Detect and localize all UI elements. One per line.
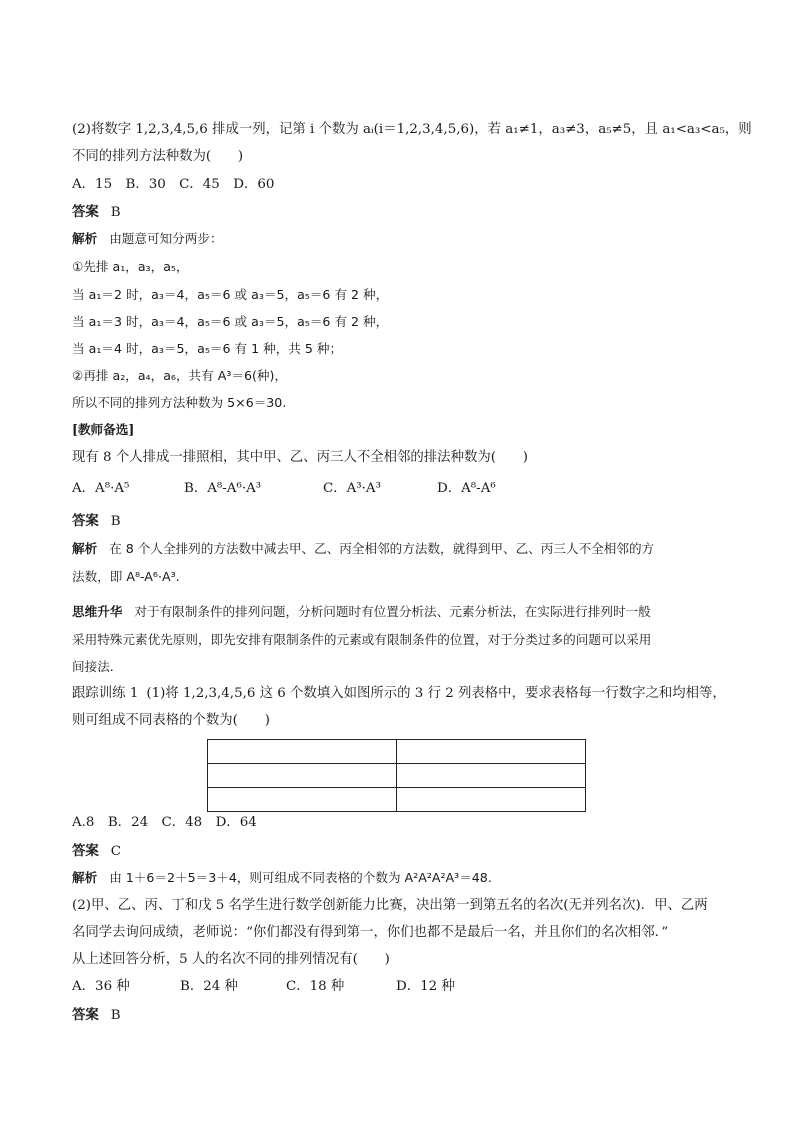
option-a: A．A⁸·A⁵ xyxy=(72,481,130,496)
q2-analysis-line5: 当 a₁＝4 时，a₃＝5，a₅＝6 有 1 种，共 5 种； xyxy=(72,341,343,356)
practice-line1 xyxy=(72,685,726,703)
thinking-line1 xyxy=(72,603,651,621)
table-row xyxy=(208,764,586,788)
q2-stem-line2: 不同的排列方法种数为( ) xyxy=(72,149,244,164)
q2-analysis-line7: 所以不同的排列方法种数为 5×6＝30. xyxy=(72,395,287,410)
answer-value: B xyxy=(110,514,121,529)
q2b-answer xyxy=(72,1006,121,1025)
answer-label: 答案 xyxy=(72,843,99,859)
q2-analysis-line3: 当 a₁＝2 时，a₃＝4，a₅＝6 或 a₃＝5，a₅＝6 有 2 种， xyxy=(72,287,389,302)
answer-label: 答案 xyxy=(72,1007,99,1023)
answer-value: B xyxy=(110,205,121,220)
option-b: B．A⁸-A⁶·A³ xyxy=(184,481,262,496)
thinking-line3: 间接法. xyxy=(72,659,114,674)
analysis-text: 由 1＋6＝2＋5＝3＋4，则可组成不同表格的个数为 A²A²A²A³＝48. xyxy=(109,870,492,885)
practice-options: A.8 B．24 C．48 D．64 xyxy=(72,815,257,830)
teacher-options xyxy=(72,480,496,498)
table-row xyxy=(208,740,586,764)
q2-analysis-line4: 当 a₁＝3 时，a₃＝4，a₅＝6 或 a₃＝5，a₅＝6 有 2 种， xyxy=(72,314,389,329)
option-b: B．24 种 xyxy=(180,979,238,994)
q2-options: A．15 B．30 C．45 D．60 xyxy=(72,177,275,192)
thinking-line2: 采用特殊元素优先原则，即先安排有限制条件的元素或有限制条件的位置，对于分类过多的问题可以采用 xyxy=(72,632,652,647)
practice-line2: 则可组成不同表格的个数为( ) xyxy=(72,713,270,728)
table-cell xyxy=(397,740,586,764)
thinking-text: 对于有限制条件的排列问题，分析问题时有位置分析法、元素分析法，在实际进行排列时一般 xyxy=(134,604,651,619)
table-cell xyxy=(208,740,397,764)
table-cell xyxy=(397,764,586,788)
q2-stem-line1: (2)将数字 1,2,3,4,5,6 排成一列，记第 i 个数为 aᵢ(i＝1,2,3,4,5,6)，若 a₁≠1，a₃≠3，a₅≠5，且 a₁<a₃<a₅，则 xyxy=(72,122,752,137)
q2-answer xyxy=(72,203,121,222)
q2-analysis-line6: ②再排 a₂，a₄，a₆，共有 A³＝6(种)， xyxy=(72,368,288,383)
empty-grid-table xyxy=(207,739,586,812)
option-a: A．36 种 xyxy=(72,979,130,994)
table-row xyxy=(208,788,586,812)
q2b-options xyxy=(72,978,455,996)
q2b-line2: 名同学去询问成绩，老师说：“你们都没有得到第一，你们也都不是最后一名，并且你们的名次相邻．” xyxy=(72,925,669,940)
teacher-answer xyxy=(72,512,121,531)
option-c: C．A³·A³ xyxy=(323,481,381,496)
option-d: D．12 种 xyxy=(396,979,455,994)
analysis-text: 由题意可知分两步： xyxy=(109,231,223,246)
answer-value: C xyxy=(110,844,122,859)
option-d: D．A⁸-A⁶ xyxy=(437,481,496,496)
practice-analysis xyxy=(72,869,492,887)
analysis-label: 解析 xyxy=(72,870,98,885)
option-c: C．18 种 xyxy=(286,979,345,994)
analysis-label: 解析 xyxy=(72,231,98,246)
answer-label: 答案 xyxy=(72,204,99,220)
q2b-line3: 从上述回答分析，5 人的名次不同的排列情况有( ) xyxy=(72,952,390,967)
practice-label: 跟踪训练 1 xyxy=(72,686,139,701)
analysis-text: 在 8 个人全排列的方法数中减去甲、乙、丙全相邻的方法数，就得到甲、乙、丙三人不全相邻的方 xyxy=(109,541,655,556)
answer-label: 答案 xyxy=(72,513,99,529)
practice-text: (1)将 1,2,3,4,5,6 这 6 个数填入如图所示的 3 行 2 列表格中，要求表格每一行数字之和均相等， xyxy=(146,686,726,701)
teacher-heading: [教师备选] xyxy=(72,422,135,437)
q2b-line1: (2)甲、乙、丙、丁和戊 5 名学生进行数学创新能力比赛，决出第一到第五名的名次(无并列名次)．甲、乙两 xyxy=(72,898,708,913)
practice-answer xyxy=(72,842,121,861)
answer-value: B xyxy=(110,1008,121,1023)
teacher-question: 现有 8 个人排成一排照相，其中甲、乙、丙三人不全相邻的排法种数为( ) xyxy=(72,450,528,465)
table-cell xyxy=(397,788,586,812)
teacher-analysis-line2: 法数，即 A⁸-A⁶·A³. xyxy=(72,569,180,584)
thinking-label: 思维升华 xyxy=(72,604,123,619)
analysis-label: 解析 xyxy=(72,541,98,556)
teacher-analysis-line1 xyxy=(72,540,654,558)
q2-analysis-line2: ①先排 a₁，a₃，a₅， xyxy=(72,259,189,274)
table-cell xyxy=(208,788,397,812)
q2-analysis-line1 xyxy=(72,230,223,248)
table-cell xyxy=(208,764,397,788)
